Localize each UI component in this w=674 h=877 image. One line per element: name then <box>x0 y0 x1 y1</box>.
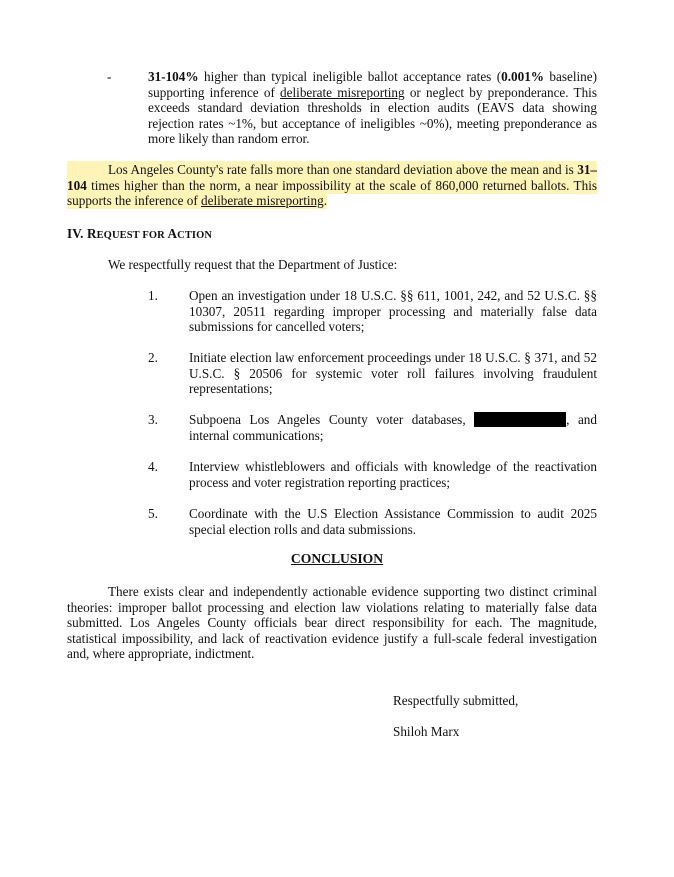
signature-name: Shiloh Marx <box>393 724 460 739</box>
highlight-text-1: Los Angeles County's rate falls more than one standard deviation above the mean and is <box>67 161 577 178</box>
request-item: Interview whistleblowers and officials with knowledge of the reactivation process and voter registration reporting practices; <box>189 459 597 490</box>
highlighted-paragraph <box>67 162 597 209</box>
heading-rest-2: CTION <box>177 230 213 241</box>
bullet-dash: - <box>107 69 112 84</box>
request-number: 2. <box>148 350 158 365</box>
section-heading <box>67 226 212 244</box>
request-item: Initiate election law enforcement proceedings under 18 U.S.C. § 371, and 52 U.S.C. § 20506 for systemic voter roll failures involving fraudulent representations; <box>189 350 597 397</box>
conclusion-paragraph: There exists clear and independently actionable evidence supporting two distinct criminal theories: improper ballot processing and election law violations relating to materially false data submitted. Los Angeles County officials bear direct responsibility for each. The magnitude, statistical impossibility, and lack of reactivation evidence justify a full-scale federal investigation and, where appropriate, indictment. <box>67 584 597 662</box>
request-item: Open an investigation under 18 U.S.C. §§ 611, 1001, 242, and 52 U.S.C. §§ 10307, 20511 regarding improper processing and materially false data submissions for cancelled voters; <box>189 288 597 335</box>
closing-line: Respectfully submitted, <box>393 693 519 708</box>
bullet-underlined-phrase: deliberate misreporting <box>280 84 405 100</box>
section-number: IV. <box>67 226 87 241</box>
conclusion-heading: CONCLUSION <box>290 551 384 566</box>
heading-initial-1: R <box>86 226 97 241</box>
heading-initial-2: A <box>167 226 178 241</box>
bullet-baseline-value: 0.001% <box>501 69 544 84</box>
request-item <box>189 412 597 443</box>
request-number: 4. <box>148 459 158 474</box>
heading-rest-1: EQUEST FOR <box>96 230 168 241</box>
request-item-text-before: Subpoena Los Angeles County voter databases, <box>189 412 475 427</box>
request-item: Coordinate with the U.S Election Assistance Commission to audit 2025 special election rolls and data submissions. <box>189 506 597 537</box>
highlight-text-2: times higher than the norm, a near impossibility at the scale of 860,000 returned ballots. This supports the inference of <box>67 177 597 209</box>
bullet-lead-value: 31-104% <box>148 69 199 84</box>
request-number: 3. <box>148 412 158 427</box>
request-intro: We respectfully request that the Department of Justice: <box>108 257 398 272</box>
bullet-text-3: or neglect by preponderance. This exceeds standard deviation thresholds in election audits (EAVS data showing rejection rates ~1%, but acceptance of ineligibles ~0%), meeting preponderance as more likely than random error. <box>148 84 597 147</box>
redaction-bar <box>474 412 566 427</box>
bullet-text-2: baseline) supporting inference of <box>148 69 597 100</box>
bullet-text-1: higher than typical ineligible ballot acceptance rates ( <box>198 69 502 84</box>
request-item-text-after: , and internal communications; <box>189 412 597 443</box>
request-number: 1. <box>148 288 158 303</box>
highlight-text-3: . <box>323 193 328 209</box>
highlight-underlined-phrase: deliberate misreporting <box>201 193 324 209</box>
bullet-paragraph <box>148 69 597 147</box>
request-number: 5. <box>148 506 158 521</box>
highlight-bold-range: 31–104 <box>67 162 597 193</box>
